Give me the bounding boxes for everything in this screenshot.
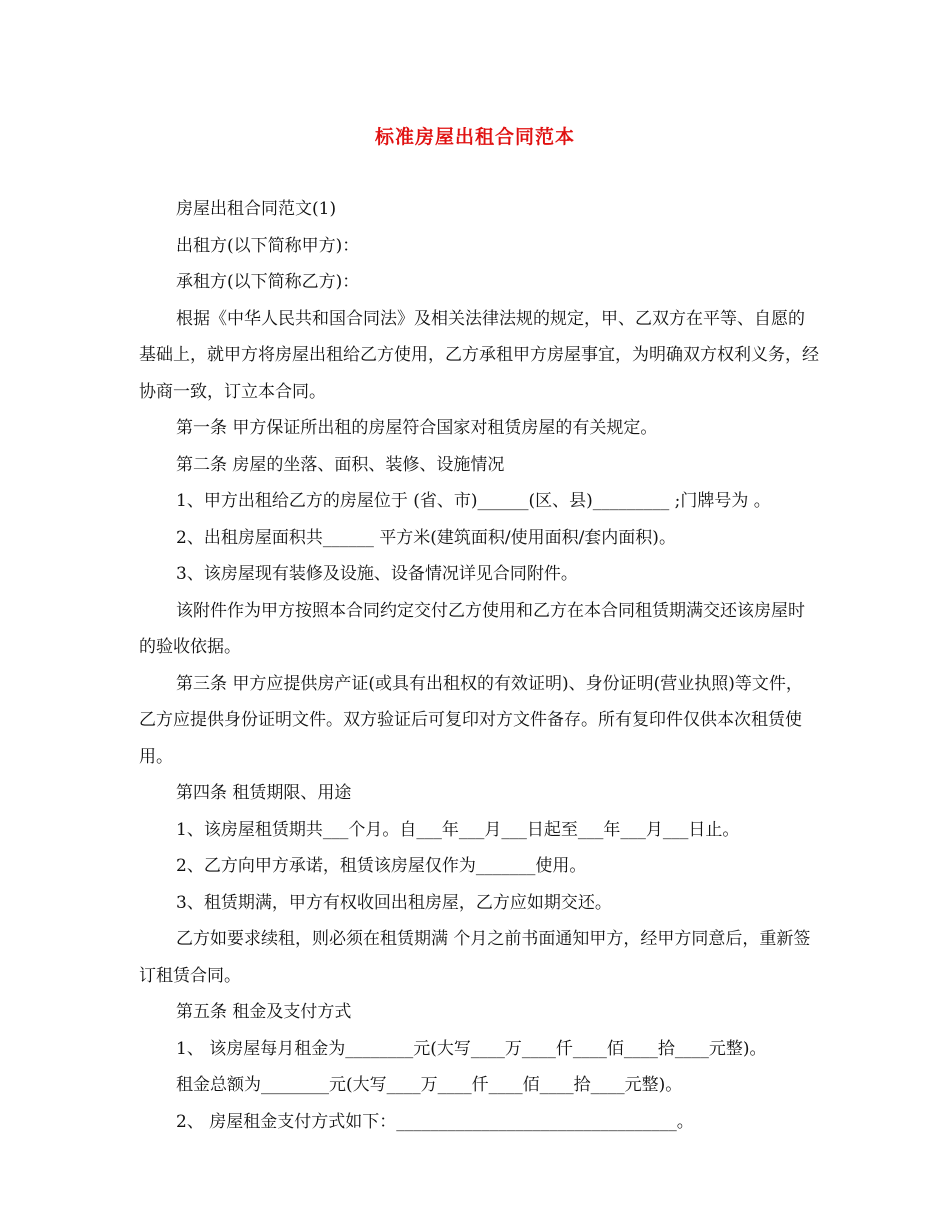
document-body: [139, 191, 819, 1140]
paragraph-article-4-heading: 第四条 租赁期限、用途: [176, 783, 352, 803]
paragraph-article-4-item-1: 1、该房屋租赁期共___个月。自___年___月___日起至___年___月___日止。: [176, 819, 740, 840]
paragraph-article-4-item-3: 3、租赁期满，甲方有权收回出租房屋，乙方应如期交还。: [176, 892, 612, 913]
paragraph-article-2-item-1: 1、甲方出租给乙方的房屋位于 (省、市)______(区、县)_________ ;门牌号为 。: [176, 491, 771, 511]
paragraph-article-4-item-2: 2、乙方向甲方承诺，租赁该房屋仅作为_______使用。: [176, 856, 587, 876]
paragraph-annex-note: 该附件作为甲方按照本合同约定交付乙方使用和乙方在本合同租赁期满交还该房屋时的验收依据。: [139, 600, 805, 657]
paragraph-article-1: 第一条 甲方保证所出租的房屋符合国家对租赁房屋的有关规定。: [176, 418, 658, 438]
paragraph-lessor: 出租方(以下简称甲方)：: [176, 235, 360, 256]
paragraph-article-2-item-2: 2、出租房屋面积共______ 平方米(建筑面积/使用面积/套内面积)。: [176, 527, 676, 548]
paragraph-contract-subtitle: 房屋出租合同范文(1): [176, 199, 337, 219]
paragraph-article-5-heading: 第五条 租金及支付方式: [176, 1002, 352, 1022]
paragraph-rent-total: 租金总额为________元(大写____万____仟____佰____拾____元整)。: [176, 1075, 683, 1095]
paragraph-article-2-heading: 第二条 房屋的坐落、面积、装修、设施情况: [176, 454, 505, 475]
paragraph-article-5-item-2: 2、 房屋租金支付方式如下：_________________________________。: [176, 1111, 694, 1132]
document-title: 标准房屋出租合同范本: [374, 126, 575, 148]
paragraph-article-3: 第三条 甲方应提供房产证(或具有出租权的有效证明)、身份证明(营业执照)等文件，乙方应提供身份证明文件。双方验证后可复印对方文件备存。所有复印件仅供本次租赁使用。: [139, 673, 803, 767]
paragraph-preamble: 根据《中华人民共和国合同法》及相关法律法规的规定，甲、乙双方在平等、自愿的基础上，就甲方将房屋出租给乙方使用，乙方承租甲方房屋事宜，为明确双方权利义务，经协商一致，订立本合同。: [139, 308, 819, 402]
paragraph-article-5-item-1: 1、 该房屋每月租金为________元(大写____万____仟____佰____拾____元整)。: [176, 1038, 767, 1059]
paragraph-renewal: 乙方如要求续租，则必须在租赁期满 个月之前书面通知甲方，经甲方同意后，重新签订租赁合同。: [139, 929, 811, 986]
paragraph-lessee: 承租方(以下简称乙方)：: [176, 272, 360, 292]
paragraph-article-2-item-3: 3、该房屋现有装修及设施、设备情况详见合同附件。: [176, 564, 578, 584]
